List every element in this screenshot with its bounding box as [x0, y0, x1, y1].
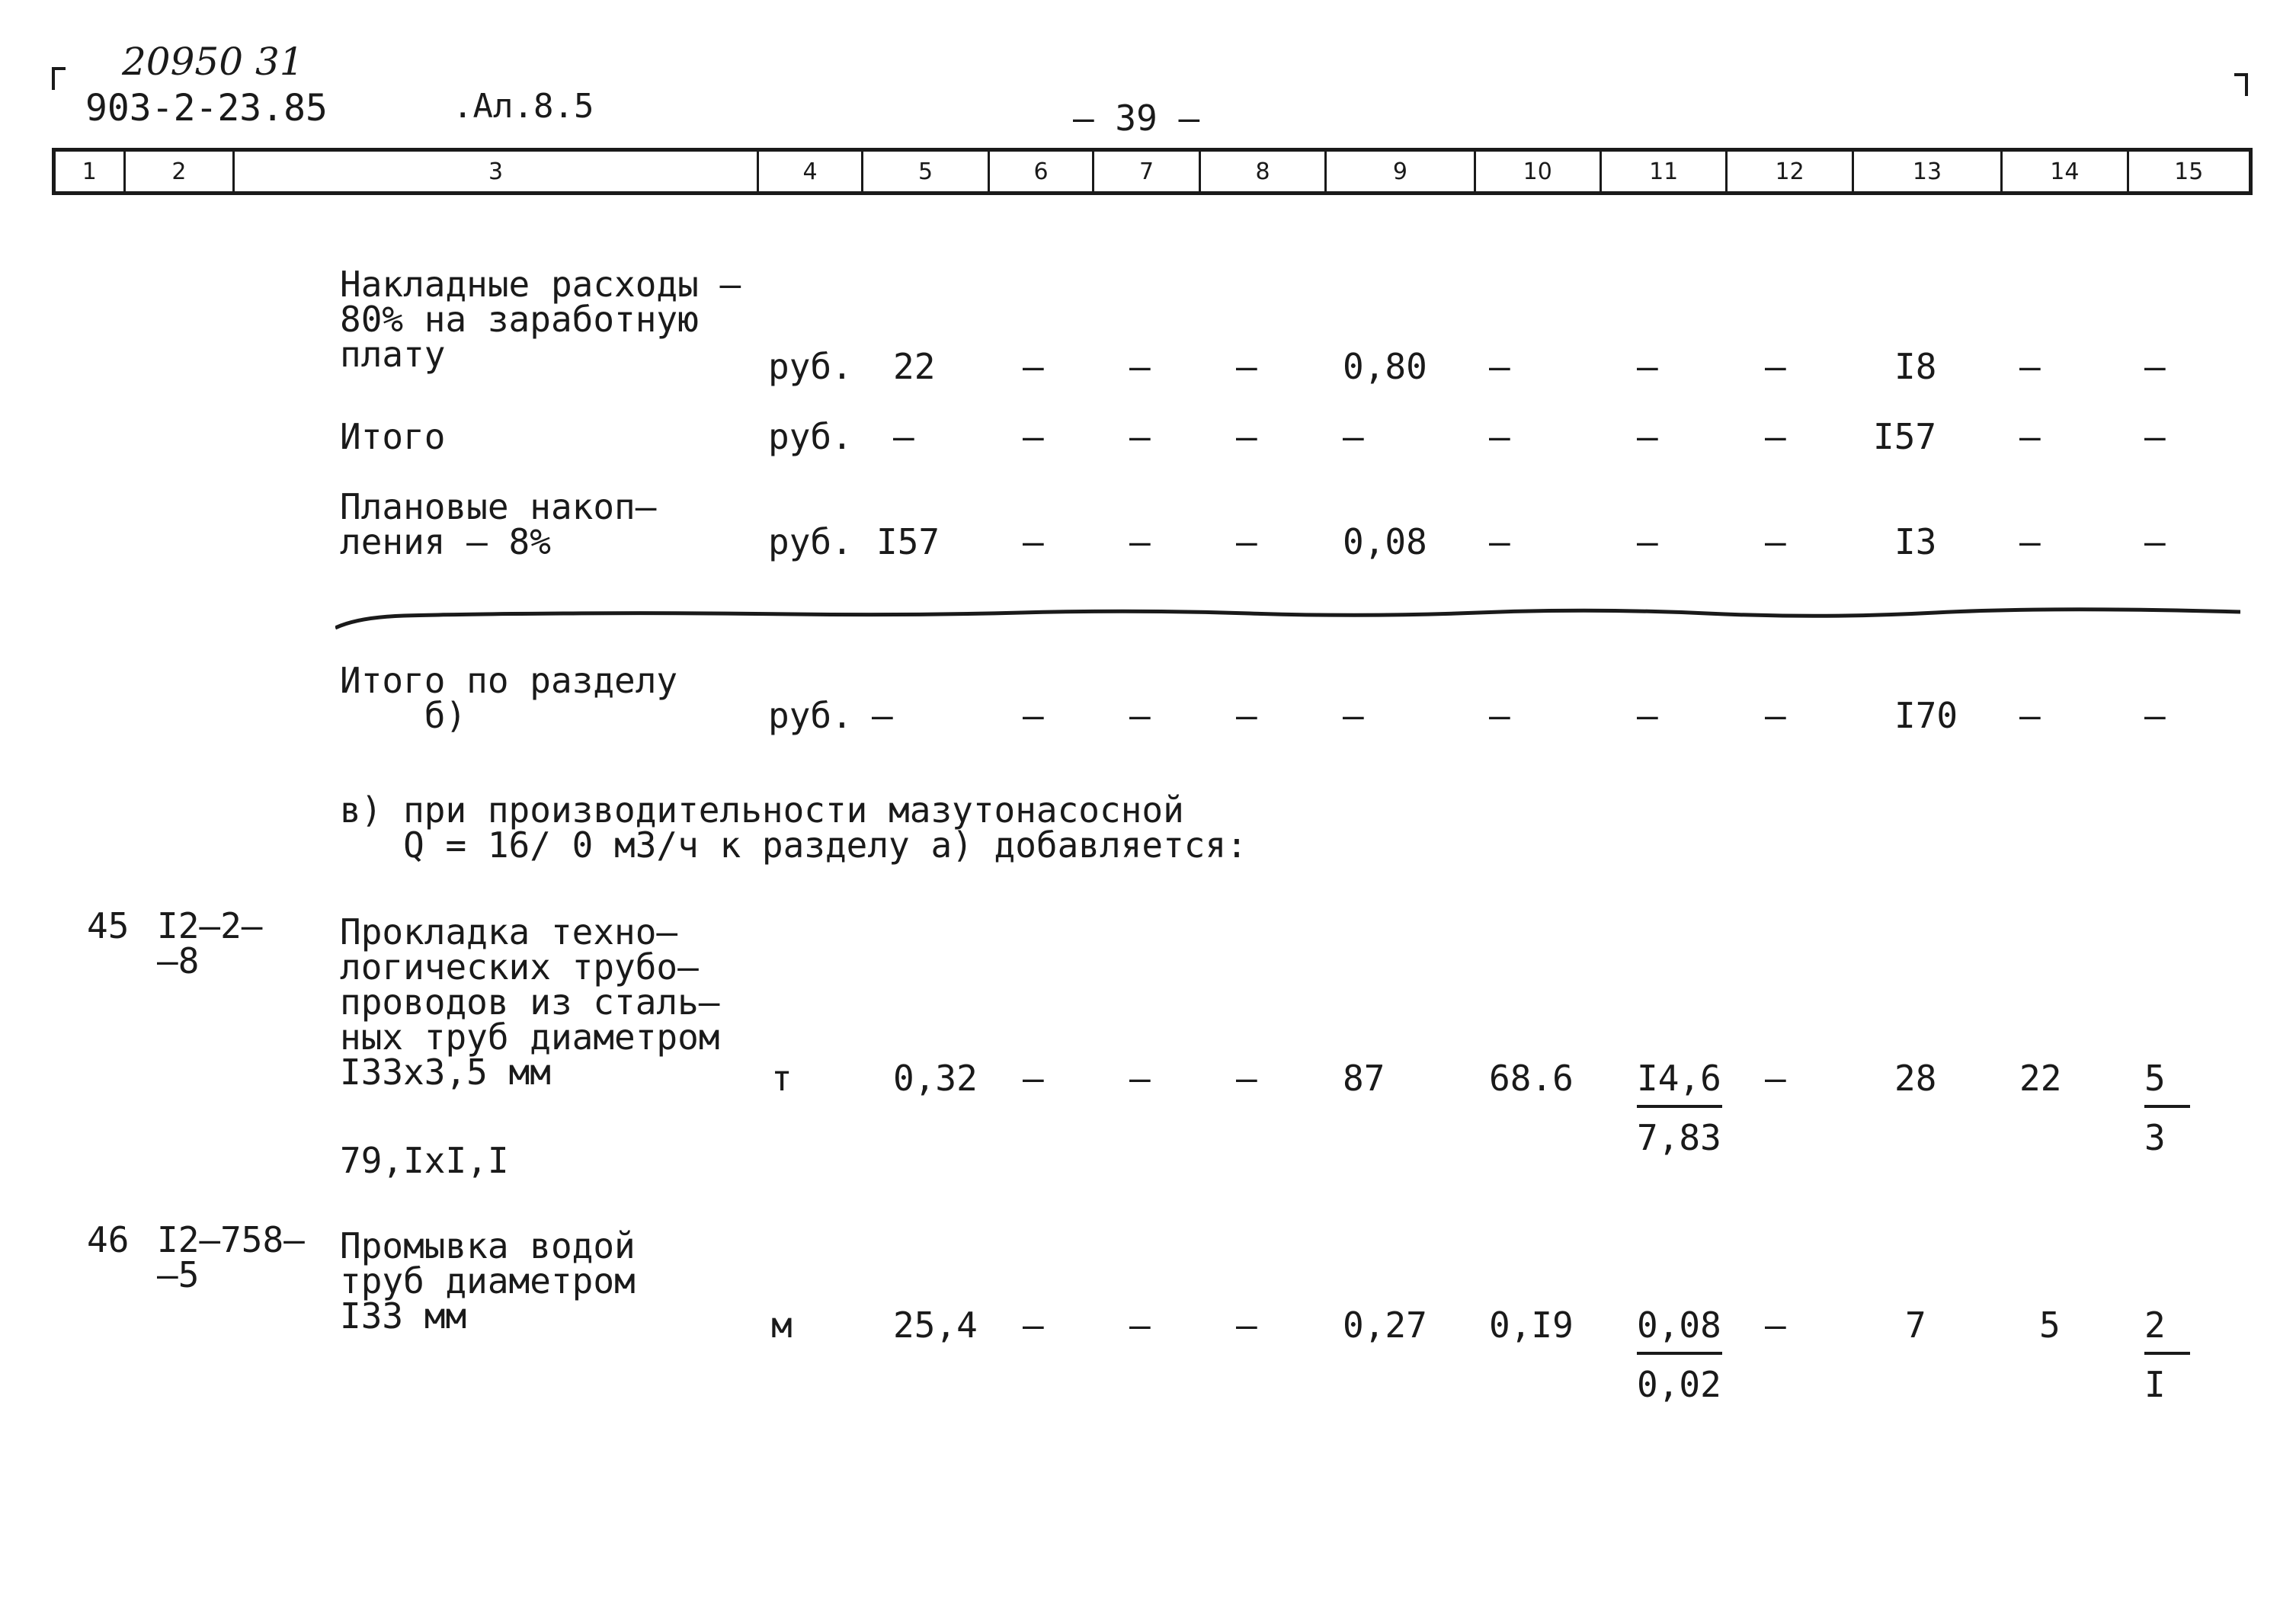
- row-total-col8: –: [1236, 416, 1257, 457]
- row-planned-savings-col12: –: [1765, 521, 1786, 562]
- fraction-denominator: 0,02: [1637, 1364, 1721, 1405]
- item-col10: 68.6: [1489, 1058, 1574, 1099]
- fraction-bar: [1637, 1352, 1722, 1355]
- row-total-description: Итого: [340, 416, 446, 457]
- item-subnote: 79,IхI,I: [340, 1140, 509, 1181]
- row-planned-savings-col5: I57: [876, 521, 940, 562]
- column-number-header: [52, 148, 2253, 195]
- column-number: 12: [1728, 152, 1853, 191]
- item-number: 46: [87, 1219, 130, 1260]
- column-number: 11: [1602, 152, 1728, 191]
- row-total-col13: I57: [1873, 416, 1937, 457]
- section-total-col15: –: [2144, 695, 2166, 736]
- row-total-unit: руб.: [768, 416, 853, 457]
- column-number: 3: [235, 152, 759, 191]
- fraction-denominator: I: [2144, 1364, 2166, 1405]
- column-number: 9: [1327, 152, 1475, 191]
- row-overhead-col10: –: [1489, 346, 1510, 387]
- album-reference: .Ал.8.5: [453, 87, 594, 126]
- row-total-col15: –: [2144, 416, 2166, 457]
- item-col5: 0,32: [893, 1058, 978, 1099]
- item-col13: 7: [1905, 1305, 1926, 1346]
- item-col7: –: [1129, 1058, 1151, 1099]
- row-overhead-col12: –: [1765, 346, 1786, 387]
- corner-mark-left: [52, 67, 66, 90]
- fraction-bar: [2144, 1352, 2190, 1355]
- item-col12: –: [1765, 1058, 1786, 1099]
- section-total-col7: –: [1129, 695, 1151, 736]
- row-planned-savings-unit: руб.: [768, 521, 853, 562]
- item-col12: –: [1765, 1305, 1786, 1346]
- section-total-col11: –: [1637, 695, 1658, 736]
- document-code: 903-2-23.85: [85, 87, 328, 130]
- row-total-col7: –: [1129, 416, 1151, 457]
- column-number: 6: [990, 152, 1095, 191]
- section-total-col14: –: [2019, 695, 2041, 736]
- row-overhead-col8: –: [1236, 346, 1257, 387]
- item-col13: 28: [1894, 1058, 1937, 1099]
- item-unit: м: [771, 1305, 793, 1346]
- row-total-col12: –: [1765, 416, 1786, 457]
- item-col8: –: [1236, 1305, 1257, 1346]
- fraction-numerator: 2: [2144, 1305, 2166, 1346]
- item-col9: 0,27: [1343, 1305, 1427, 1346]
- column-number: 5: [863, 152, 989, 191]
- item-code: I2–2– –8: [157, 905, 263, 981]
- item-col8: –: [1236, 1058, 1257, 1099]
- row-overhead-col7: –: [1129, 346, 1151, 387]
- row-overhead-col14: –: [2019, 346, 2041, 387]
- fraction-numerator: 5: [2144, 1058, 2166, 1099]
- row-overhead-col11: –: [1637, 346, 1658, 387]
- item-col7: –: [1129, 1305, 1151, 1346]
- row-planned-savings-col7: –: [1129, 521, 1151, 562]
- column-number: 15: [2174, 158, 2204, 185]
- row-overhead-unit: руб.: [768, 346, 853, 387]
- item-number: 45: [87, 905, 130, 946]
- wavy-separator-line: [335, 607, 2240, 637]
- item-unit: т: [771, 1058, 793, 1099]
- item-description: Промывка водой труб диаметром I33 мм: [340, 1225, 636, 1337]
- row-planned-savings-col8: –: [1236, 521, 1257, 562]
- item-col10: 0,I9: [1489, 1305, 1574, 1346]
- column-number: 14: [2003, 152, 2128, 191]
- fraction-numerator: I4,6: [1637, 1058, 1721, 1099]
- section-total-col12: –: [1765, 695, 1786, 736]
- handwritten-number: 20950 31: [122, 40, 304, 84]
- page-number: — 39 —: [1073, 98, 1200, 139]
- row-total-col5: –: [893, 416, 914, 457]
- item-col6: –: [1023, 1058, 1044, 1099]
- row-overhead-col9: 0,80: [1343, 346, 1427, 387]
- fraction-bar: [1637, 1105, 1722, 1108]
- row-planned-savings-col11: –: [1637, 521, 1658, 562]
- section-total-col8: –: [1236, 695, 1257, 736]
- column-number: 1: [56, 152, 126, 191]
- row-overhead-col15: –: [2144, 346, 2166, 387]
- corner-mark-right: [2234, 73, 2248, 96]
- column-number: 4: [759, 152, 864, 191]
- item-col5: 25,4: [893, 1305, 978, 1346]
- section-total-col6: –: [1023, 695, 1044, 736]
- row-total-col14: –: [2019, 416, 2041, 457]
- row-overhead-col5: 22: [893, 346, 936, 387]
- item-description: Прокладка техно– логических трубо– проводов из сталь– ных труб диаметром I33х3,5 мм: [340, 911, 720, 1093]
- fraction-denominator: 3: [2144, 1117, 2166, 1158]
- column-number: 7: [1094, 152, 1201, 191]
- row-total-col6: –: [1023, 416, 1044, 457]
- row-planned-savings-col10: –: [1489, 521, 1510, 562]
- section-note: в) при производительности мазутонасосной Q = 16/ 0 м3/ч к разделу а) добавляется:: [340, 789, 1247, 866]
- column-number: 8: [1201, 152, 1327, 191]
- column-number: 2: [126, 152, 235, 191]
- item-col14: 22: [2019, 1058, 2062, 1099]
- column-number: 10: [1476, 152, 1602, 191]
- item-code: I2–758– –5: [157, 1219, 305, 1295]
- row-planned-savings-col15: –: [2144, 521, 2166, 562]
- section-total-col5: –: [872, 695, 893, 736]
- row-planned-savings-description: Плановые накоп– ления – 8%: [340, 486, 657, 562]
- row-total-col10: –: [1489, 416, 1510, 457]
- section-total-unit: руб.: [768, 695, 853, 736]
- row-overhead-description: Накладные расходы – 80% на заработную плату: [340, 264, 741, 375]
- row-planned-savings-col9: 0,08: [1343, 521, 1427, 562]
- section-total-description: Итого по разделу б): [340, 660, 678, 736]
- row-planned-savings-col13: I3: [1894, 521, 1937, 562]
- item-col6: –: [1023, 1305, 1044, 1346]
- row-total-col11: –: [1637, 416, 1658, 457]
- fraction-bar: [2144, 1105, 2190, 1108]
- fraction-denominator: 7,83: [1637, 1117, 1721, 1158]
- row-overhead-col13: I8: [1894, 346, 1937, 387]
- section-total-col9: –: [1343, 695, 1364, 736]
- section-total-col13: I70: [1894, 695, 1958, 736]
- section-total-col10: –: [1489, 695, 1510, 736]
- column-number: 13: [1854, 152, 2003, 191]
- row-total-col9: –: [1343, 416, 1364, 457]
- row-planned-savings-col14: –: [2019, 521, 2041, 562]
- row-overhead-col6: –: [1023, 346, 1044, 387]
- row-planned-savings-col6: –: [1023, 521, 1044, 562]
- item-col9: 87: [1343, 1058, 1385, 1099]
- item-col14: 5: [2039, 1305, 2061, 1346]
- fraction-numerator: 0,08: [1637, 1305, 1721, 1346]
